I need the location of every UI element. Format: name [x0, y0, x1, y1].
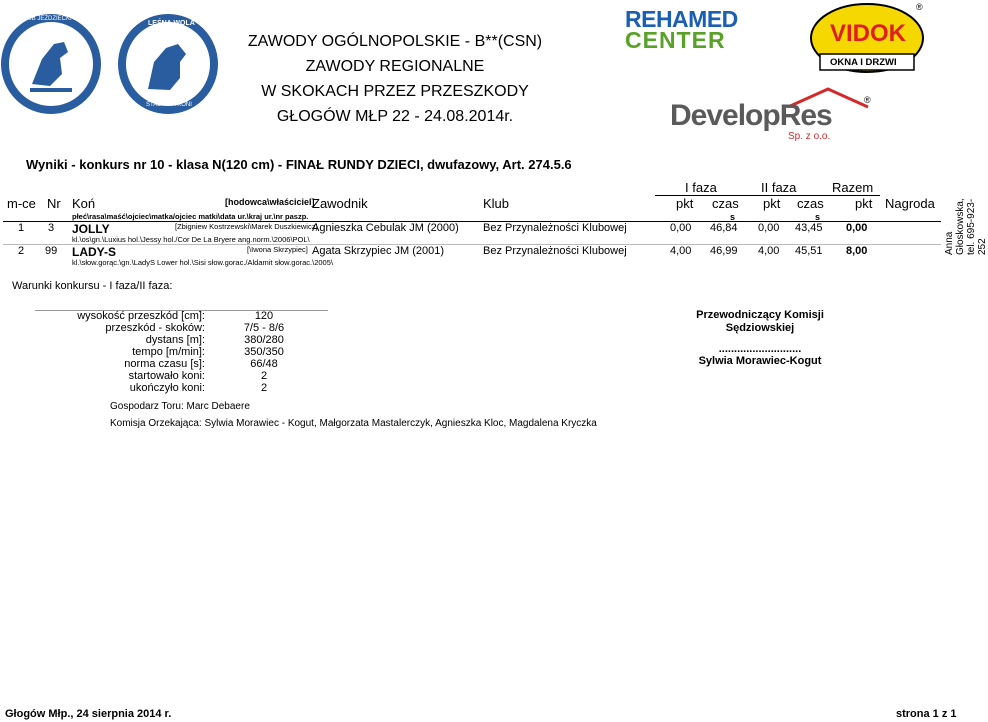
- condition-row: [35, 346, 321, 358]
- condition-label: przeszkód - skoków:: [105, 322, 205, 334]
- col-nagroda: Nagroda: [885, 196, 935, 211]
- footer-page: strona 1 z 1: [896, 708, 957, 720]
- row1-club: Bez Przynależności Klubowej: [483, 222, 627, 234]
- col-klub: Klub: [483, 196, 510, 211]
- row1-owner: [Zbigniew Kostrzewski\Marek Duszkiewicz]: [175, 222, 318, 231]
- row2-p1-czas: 46,99: [710, 245, 738, 257]
- col-nr: Nr: [47, 196, 61, 211]
- row2-horse: LADY-S: [72, 245, 117, 259]
- conditions-table: [35, 310, 321, 394]
- col-total-pkt: pkt: [855, 196, 873, 211]
- condition-label: startowało koni:: [128, 370, 205, 382]
- row1-rider: Agnieszka Cebulak JM (2000): [312, 222, 459, 234]
- row2-p2-czas: 45,51: [795, 245, 823, 257]
- condition-value: 120: [254, 310, 274, 322]
- condition-row: [35, 382, 321, 394]
- col-p1-unit: s: [730, 212, 736, 222]
- vidok-registered: ®: [916, 2, 923, 12]
- condition-value: 2: [260, 382, 268, 394]
- condition-label: wysokość przeszkód [cm]:: [77, 310, 205, 322]
- phase1-header: I faza: [685, 180, 717, 195]
- club-logo-right: [118, 14, 218, 118]
- condition-row: [35, 358, 321, 370]
- row1-p2-pkt: 0,00: [758, 222, 780, 234]
- condition-row: [35, 322, 321, 334]
- col-owner: [hodowca\właściciel]: [225, 197, 315, 207]
- row2-club: Bez Przynależności Klubowej: [483, 245, 627, 257]
- club-logo-right-top: LEŚNA WOLA: [148, 20, 195, 27]
- row2-p1-pkt: 4,00: [670, 245, 692, 257]
- side-contact-text: Anna Głoskowska, tel. 695-923-252: [944, 198, 988, 255]
- col-horse-details: płeć\rasa\maść\ojciec\matka/ojciec matki\data ur.\kraj ur.\nr paszp.: [72, 212, 309, 221]
- col-p1-pkt: pkt: [676, 196, 694, 211]
- row1-p1-pkt: 0,00: [670, 222, 692, 234]
- row1-nr: 3: [48, 222, 55, 234]
- phase2-header: II faza: [761, 180, 797, 195]
- condition-row: [35, 334, 321, 346]
- jury-signature-dots: ...........................: [718, 343, 802, 355]
- conditions-title: Warunki konkursu - I faza/II faza:: [12, 280, 173, 292]
- header-line1: ZAWODY OGÓLNOPOLSKIE - B**(CSN): [247, 33, 543, 50]
- row2-rider: Agata Skrzypiec JM (2001): [312, 245, 445, 257]
- header-line2: ZAWODY REGIONALNE: [305, 58, 485, 75]
- col-p2-pkt: pkt: [763, 196, 781, 211]
- row1-place: 1: [18, 222, 25, 234]
- develop-registered: ®: [864, 95, 871, 105]
- club-logo-left-text: KLUB JEŹDZIECKI LEŚNA WOLA: [20, 16, 113, 22]
- condition-row: [35, 370, 321, 382]
- condition-value: 350/350: [244, 346, 284, 358]
- row1-total: 0,00: [846, 222, 868, 234]
- condition-value: 380/280: [244, 334, 284, 346]
- club-logo-right-bottom: STADNINA KONI: [146, 102, 192, 108]
- jury-name: Sylwia Morawiec-Kogut: [698, 355, 822, 367]
- vidok-text: VIDOK: [830, 20, 907, 47]
- vidok-logo: [808, 2, 926, 76]
- header-line4: GŁOGÓW MŁP 22 - 24.08.2014r.: [276, 108, 514, 125]
- condition-value: 66/48: [250, 358, 278, 370]
- row1-p1-czas: 46,84: [710, 222, 738, 234]
- condition-label: norma czasu [s]:: [124, 358, 205, 370]
- row2-nr: 99: [45, 245, 58, 257]
- row1-p2-czas: 43,45: [795, 222, 823, 234]
- condition-label: tempo [m/min]:: [132, 346, 205, 358]
- develop-sub-text: Sp. z o.o.: [788, 131, 831, 142]
- row1-details: kl.\os\gn.\Luxius hol.\Jessy hol./Cor De La Bryere ang.norm.\2006\POL\: [72, 235, 310, 244]
- row2-p2-pkt: 4,00: [758, 245, 780, 257]
- header-line3: W SKOKACH PRZEZ PRZESZKODY: [261, 83, 529, 100]
- col-kon: Koń: [72, 196, 96, 211]
- develop-logo: [668, 85, 878, 143]
- condition-row: [35, 310, 321, 322]
- vidok-sub-text: OKNA I DRZWI: [830, 57, 897, 68]
- center-text: CENTER: [625, 27, 726, 53]
- row2-owner: [\Iwona Skrzypiec]: [247, 245, 308, 254]
- jury-title-line2: Sędziowskiej: [725, 322, 795, 334]
- jury-title-line1: Przewodniczący Komisji: [696, 309, 824, 321]
- rehamed-logo: [625, 6, 785, 53]
- develop-text: DevelopRes: [670, 99, 832, 132]
- col-mce: m-ce: [7, 196, 36, 211]
- condition-value: 7/5 - 8/6: [243, 322, 285, 334]
- row2-details: kl.\słow.gorąc.\gn.\LadyS Lower hol.\Sisi słow.gorac./Aldamit słow.gorac.\2005\: [72, 258, 333, 267]
- club-logo-left: [2, 14, 113, 118]
- condition-label: ukończyło koni:: [129, 382, 205, 394]
- col-p2-czas: czas: [797, 196, 824, 211]
- row2-total: 8,00: [846, 245, 868, 257]
- col-p1-czas: czas: [712, 196, 739, 211]
- condition-value: 2: [260, 370, 268, 382]
- commission-text: Komisja Orzekająca: Sylwia Morawiec - Kogut, Małgorzata Mastalerczyk, Agnieszka Kloc, Magdalena Kryczka: [110, 418, 597, 429]
- row2-place: 2: [18, 245, 25, 257]
- rehamed-text: REHAMED: [625, 6, 738, 32]
- condition-label: dystans [m]:: [145, 334, 205, 346]
- footer-date: Głogów Młp., 24 sierpnia 2014 r.: [5, 708, 172, 720]
- total-header: Razem: [832, 180, 874, 195]
- col-p2-unit: s: [815, 212, 821, 222]
- row1-horse: JOLLY: [72, 222, 110, 236]
- col-zawodnik: Zawodnik: [312, 196, 368, 211]
- results-title: Wyniki - konkurs nr 10 - klasa N(120 cm) - FINAŁ RUNDY DZIECI, dwufazowy, Art. 274.5.6: [26, 157, 572, 172]
- host-text: Gospodarz Toru: Marc Debaere: [110, 401, 250, 412]
